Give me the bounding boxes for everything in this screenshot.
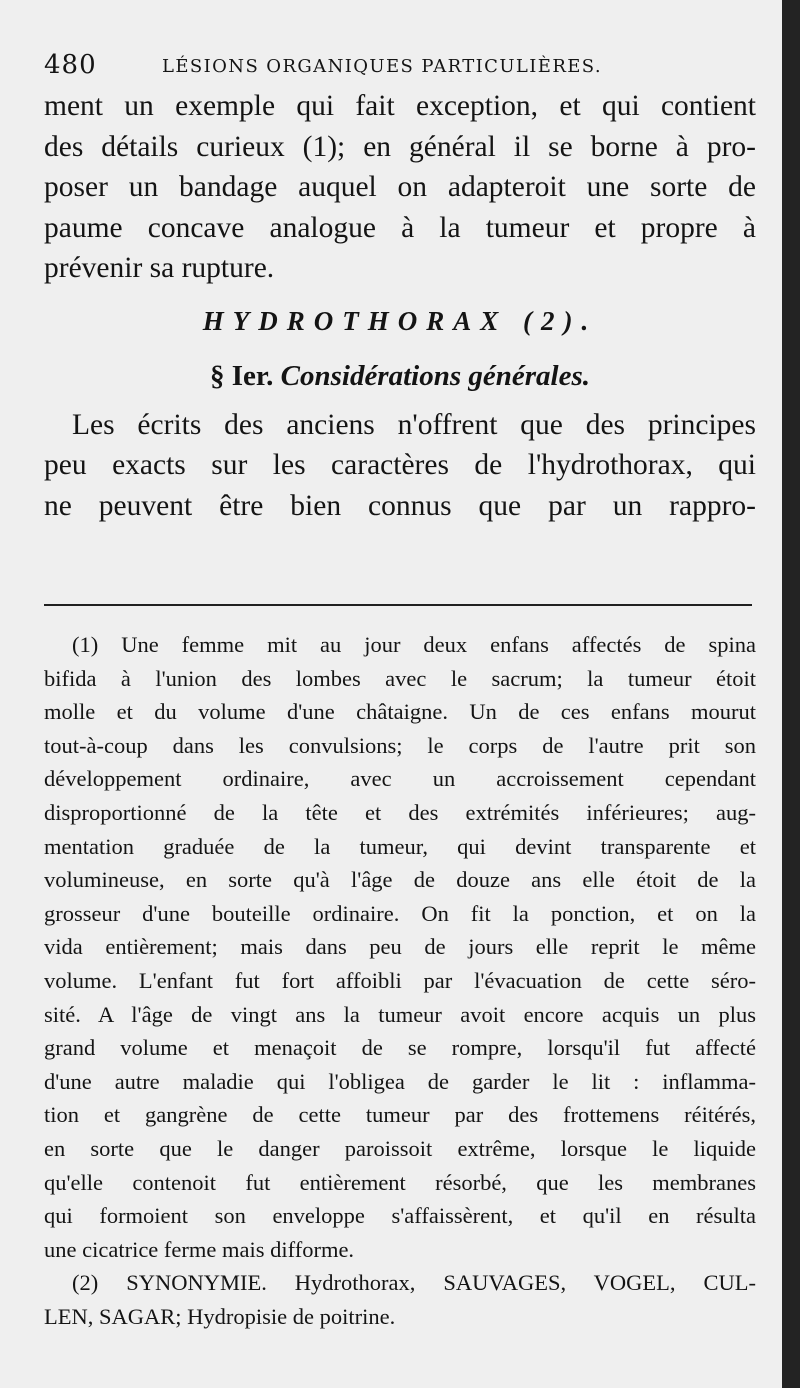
footnotes — [44, 628, 756, 1333]
footnote-line: grosseur d'une bouteille ordinaire. On fit la ponction, et on la — [44, 900, 756, 926]
text-line: ne peuvent être bien connus que par un rappro- — [44, 489, 756, 522]
section-heading — [44, 347, 756, 405]
footnote-line: LEN, SAGAR; Hydropisie de poitrine. — [44, 1303, 396, 1329]
footnote-line: disproportionné de la tête et des extrémités inférieures; aug- — [44, 799, 756, 825]
footnote-line: volume. L'enfant fut fort affoibli par l'évacuation de cette séro- — [44, 967, 756, 993]
intro-paragraph — [44, 86, 756, 289]
opening-paragraph — [44, 405, 756, 527]
footnote-line: (1) Une femme mit au jour deux enfans affectés de spina — [72, 632, 756, 657]
text-line: prévenir sa rupture. — [44, 252, 275, 284]
text-line: Les écrits des anciens n'offrent que des principes — [72, 408, 756, 441]
footnote-line: qu'elle contenoit fut entièrement résorbé, que les membranes — [44, 1169, 756, 1195]
section-number: § Ier. — [210, 359, 274, 392]
footnote-line: volumineuse, en sorte qu'à l'âge de douze ans elle étoit de la — [44, 867, 756, 893]
footnote-1 — [44, 628, 756, 1266]
text-line: poser un bandage auquel on adapteroit une sorte de — [44, 171, 756, 203]
footnote-line: bifida à l'union des lombes avec le sacrum; la tumeur étoit — [44, 665, 756, 691]
footnote-line: molle et du volume d'une châtaigne. Un de ces enfans mourut — [44, 699, 756, 725]
footnote-line: en sorte que le danger paroissoit extrême, lorsque le liquide — [44, 1135, 756, 1161]
section-heading-title: Considérations générales. — [280, 359, 590, 392]
running-head — [44, 46, 756, 86]
footnote-line: une cicatrice ferme mais difforme. — [44, 1236, 355, 1262]
page-edge-shadow — [782, 0, 800, 1388]
section-title: HYDROTHORAX (2). — [202, 305, 598, 336]
footnote-line: grand volume et menaçoit de se rompre, lorsqu'il fut affecté — [44, 1035, 756, 1061]
footnote-line: d'une autre maladie qui l'obligea de garder le lit : inflamma- — [44, 1068, 756, 1094]
text-line: paume concave analogue à la tumeur et propre à — [44, 211, 756, 244]
footnote-line: mentation graduée de la tumeur, qui devint transparente et — [44, 833, 756, 859]
main-text-column — [44, 46, 756, 526]
text-line: des détails curieux (1); en général il se borne à pro- — [44, 130, 756, 163]
footnote-line: tout-à-coup dans les convulsions; le corps de l'autre prit son — [44, 732, 756, 758]
footnote-line: vida entièrement; mais dans peu de jours elle reprit le même — [44, 934, 756, 960]
footnote-line: développement ordinaire, avec un accroissement cependant — [44, 766, 756, 792]
footnote-line: qui formoient son enveloppe s'affaissèrent, et qu'il en résulta — [44, 1203, 756, 1229]
running-head-title: LÉSIONS ORGANIQUES PARTICULIÈRES. — [162, 56, 603, 77]
footnote-line: (2) SYNONYMIE. Hydrothorax, SAUVAGES, VOGEL, CUL- — [72, 1270, 756, 1296]
text-line: ment un exemple qui fait exception, et qui contient — [44, 90, 756, 122]
page-number: 480 — [44, 50, 97, 80]
text-line: peu exacts sur les caractères de l'hydrothorax, qui — [44, 449, 756, 481]
footnote-separator-rule — [44, 604, 752, 606]
footnote-line: tion et gangrène de cette tumeur par des frottemens réitérés, — [44, 1102, 756, 1128]
footnote-line: sité. A l'âge de vingt ans la tumeur avoit encore acquis un plus — [44, 1001, 756, 1027]
footnote-2 — [44, 1266, 756, 1333]
